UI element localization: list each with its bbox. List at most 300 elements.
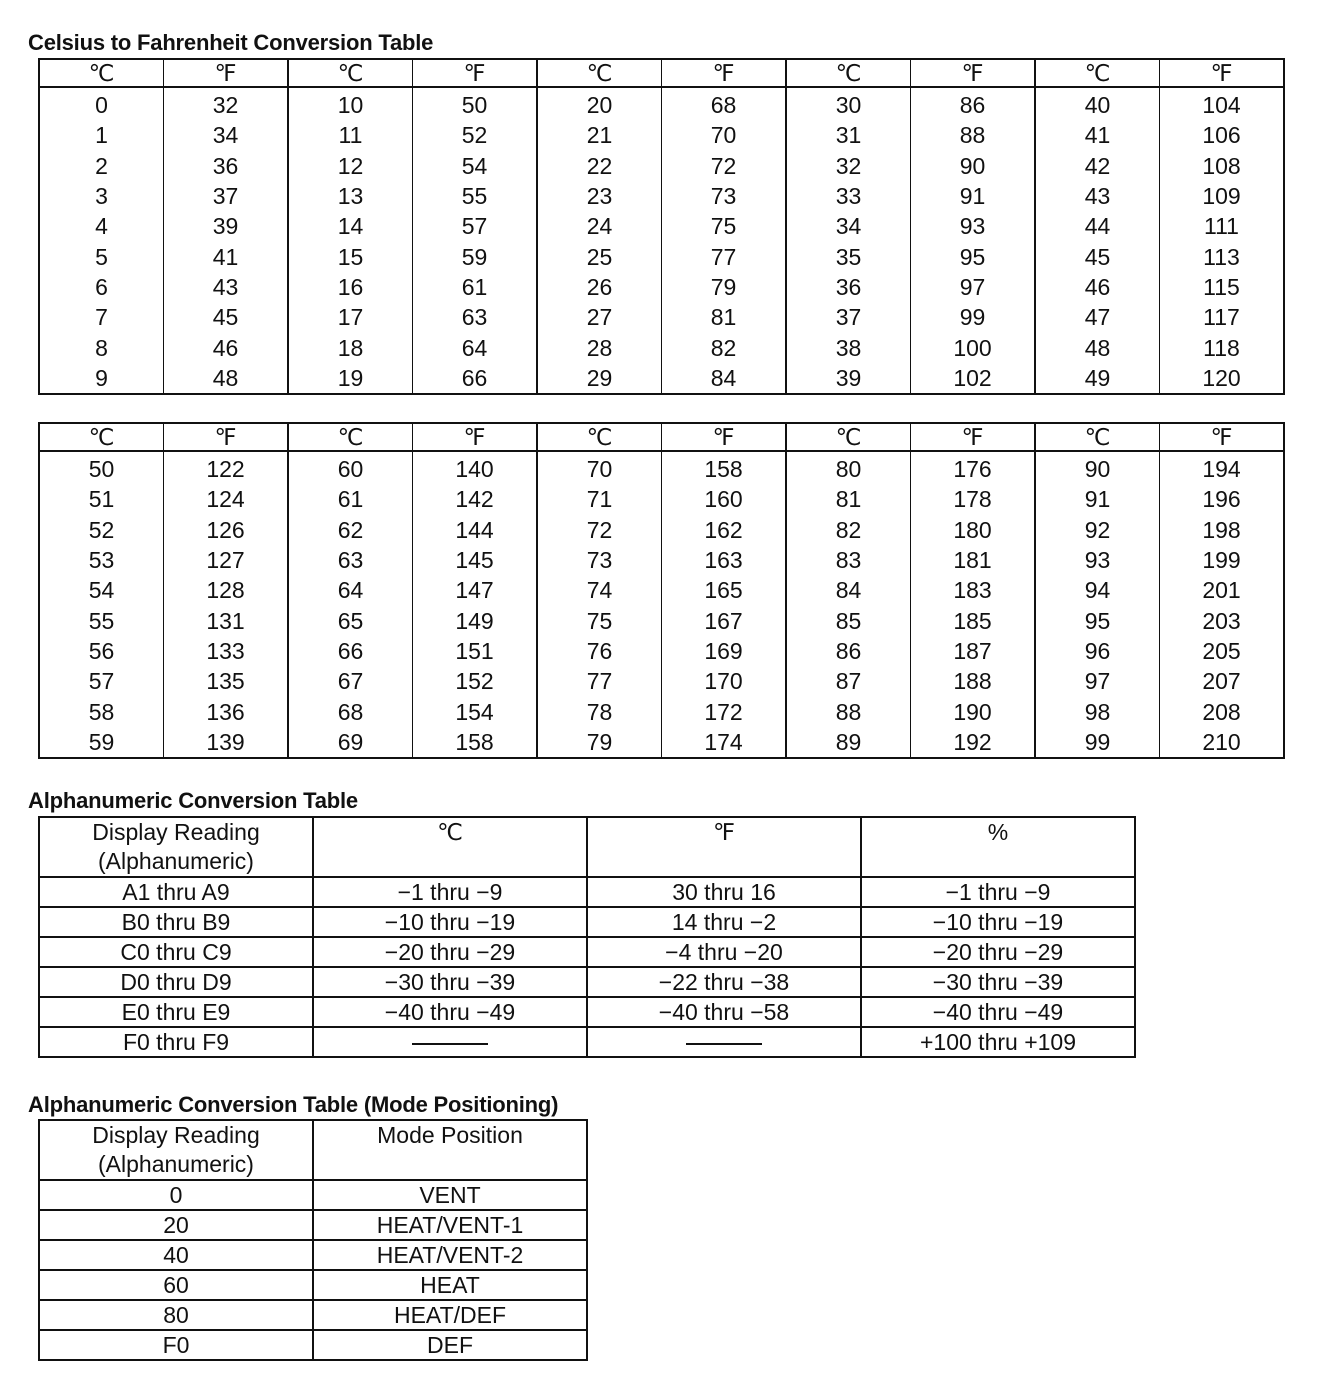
celsius-cell: 23 (537, 181, 662, 211)
fahrenheit-cell: 84 (662, 363, 787, 394)
celsius-cell: 78 (537, 696, 662, 726)
percent-cell: −10 thru −19 (861, 907, 1135, 937)
fahrenheit-cell: 117 (1160, 302, 1285, 332)
table-row (39, 151, 1284, 181)
fahrenheit-cell: 210 (1160, 727, 1285, 758)
celsius-cell: 22 (537, 151, 662, 181)
celsius-cell: 80 (786, 451, 911, 484)
celsius-cell: 52 (39, 515, 164, 545)
celsius-cell: 97 (1035, 666, 1160, 696)
fahrenheit-cell: 111 (1160, 211, 1285, 241)
celsius-cell: 19 (288, 363, 413, 394)
fahrenheit-cell: 77 (662, 241, 787, 271)
fahrenheit-cell: 126 (164, 515, 289, 545)
fahrenheit-cell: 187 (911, 636, 1036, 666)
fahrenheit-cell: 63 (413, 302, 538, 332)
fahrenheit-cell: 158 (662, 451, 787, 484)
fahrenheit-cell: 34 (164, 120, 289, 150)
celsius-header: ℃ (786, 59, 911, 87)
table-header-row (39, 59, 1284, 87)
percent-cell: +100 thru +109 (861, 1027, 1135, 1057)
celsius-cell: −10 thru −19 (313, 907, 587, 937)
fahrenheit-cell: 122 (164, 451, 289, 484)
fahrenheit-cell: −22 thru −38 (587, 967, 861, 997)
celsius-cell: 38 (786, 332, 911, 362)
table-row (39, 451, 1284, 484)
celsius-cell: 32 (786, 151, 911, 181)
celsius-cell: 79 (537, 727, 662, 758)
fahrenheit-cell (587, 1027, 861, 1057)
celsius-cell: 54 (39, 575, 164, 605)
display-reading-header (39, 1120, 313, 1180)
celsius-cell: 31 (786, 120, 911, 150)
table-row (39, 120, 1284, 150)
celsius-cell: 27 (537, 302, 662, 332)
table-row (39, 1210, 587, 1240)
fahrenheit-cell: 14 thru −2 (587, 907, 861, 937)
table-row (39, 545, 1284, 575)
celsius-cell: 26 (537, 272, 662, 302)
table-row (39, 877, 1135, 907)
fahrenheit-cell: 72 (662, 151, 787, 181)
fahrenheit-cell: 135 (164, 666, 289, 696)
celsius-cell: 60 (288, 451, 413, 484)
fahrenheit-cell: 59 (413, 241, 538, 271)
fahrenheit-cell: 163 (662, 545, 787, 575)
percent-cell: −20 thru −29 (861, 937, 1135, 967)
fahrenheit-cell: 167 (662, 605, 787, 635)
table-row (39, 1180, 587, 1210)
header-line: Display Reading (92, 1122, 260, 1148)
celsius-cell: 68 (288, 696, 413, 726)
fahrenheit-header: ℉ (911, 423, 1036, 451)
celsius-cell: 57 (39, 666, 164, 696)
celsius-cell: 98 (1035, 696, 1160, 726)
fahrenheit-cell: 104 (1160, 87, 1285, 120)
celsius-cell: 67 (288, 666, 413, 696)
fahrenheit-cell: 147 (413, 575, 538, 605)
fahrenheit-cell: 45 (164, 302, 289, 332)
header-line: Display Reading (92, 819, 260, 845)
fahrenheit-cell: 90 (911, 151, 1036, 181)
table-row (39, 1270, 587, 1300)
celsius-cell: 28 (537, 332, 662, 362)
fahrenheit-cell: 144 (413, 515, 538, 545)
fahrenheit-cell: 118 (1160, 332, 1285, 362)
table-header-row (39, 423, 1284, 451)
display-reading-cell: A1 thru A9 (39, 877, 313, 907)
celsius-cell: 64 (288, 575, 413, 605)
celsius-cell: 91 (1035, 484, 1160, 514)
fahrenheit-cell: 181 (911, 545, 1036, 575)
fahrenheit-cell: 41 (164, 241, 289, 271)
celsius-header: ℃ (288, 423, 413, 451)
celsius-cell: 53 (39, 545, 164, 575)
mode-position-cell: VENT (313, 1180, 587, 1210)
celsius-cell: 81 (786, 484, 911, 514)
fahrenheit-cell: 128 (164, 575, 289, 605)
fahrenheit-cell: 106 (1160, 120, 1285, 150)
fahrenheit-cell: 172 (662, 696, 787, 726)
fahrenheit-header: ℉ (587, 817, 861, 877)
display-reading-cell: D0 thru D9 (39, 967, 313, 997)
fahrenheit-cell: 140 (413, 451, 538, 484)
display-reading-cell: 80 (39, 1300, 313, 1330)
table-row (39, 302, 1284, 332)
celsius-cell: 61 (288, 484, 413, 514)
celsius-cell: 39 (786, 363, 911, 394)
celsius-cell: 63 (288, 545, 413, 575)
celsius-cell: 35 (786, 241, 911, 271)
fahrenheit-header: ℉ (662, 59, 787, 87)
celsius-cell: 90 (1035, 451, 1160, 484)
fahrenheit-cell: 178 (911, 484, 1036, 514)
celsius-cell: 66 (288, 636, 413, 666)
fahrenheit-cell: 127 (164, 545, 289, 575)
celsius-cell: 12 (288, 151, 413, 181)
table-row (39, 211, 1284, 241)
fahrenheit-header: ℉ (662, 423, 787, 451)
fahrenheit-cell: 48 (164, 363, 289, 394)
fahrenheit-cell: 176 (911, 451, 1036, 484)
fahrenheit-header: ℉ (413, 59, 538, 87)
fahrenheit-cell: 108 (1160, 151, 1285, 181)
celsius-cell: 9 (39, 363, 164, 394)
mode-position-cell: DEF (313, 1330, 587, 1360)
table-row (39, 181, 1284, 211)
celsius-cell: 20 (537, 87, 662, 120)
fahrenheit-cell: 188 (911, 666, 1036, 696)
celsius-header: ℃ (1035, 59, 1160, 87)
table-row (39, 937, 1135, 967)
fahrenheit-cell: 185 (911, 605, 1036, 635)
display-reading-cell: F0 thru F9 (39, 1027, 313, 1057)
celsius-cell: 0 (39, 87, 164, 120)
table-row (39, 272, 1284, 302)
mode-positioning-table (38, 1119, 588, 1361)
fahrenheit-cell: 194 (1160, 451, 1285, 484)
fahrenheit-cell: 61 (413, 272, 538, 302)
celsius-cell: 13 (288, 181, 413, 211)
fahrenheit-cell: 86 (911, 87, 1036, 120)
celsius-cell: 36 (786, 272, 911, 302)
fahrenheit-cell: −4 thru −20 (587, 937, 861, 967)
fahrenheit-cell: 115 (1160, 272, 1285, 302)
celsius-cell: 48 (1035, 332, 1160, 362)
fahrenheit-cell: 201 (1160, 575, 1285, 605)
celsius-cell: 47 (1035, 302, 1160, 332)
celsius-cell: 56 (39, 636, 164, 666)
table-row (39, 727, 1284, 758)
celsius-cell: 11 (288, 120, 413, 150)
fahrenheit-cell: 66 (413, 363, 538, 394)
fahrenheit-cell: 73 (662, 181, 787, 211)
celsius-cell: 17 (288, 302, 413, 332)
fahrenheit-cell: 192 (911, 727, 1036, 758)
celsius-cell: 18 (288, 332, 413, 362)
celsius-cell: 82 (786, 515, 911, 545)
fahrenheit-cell: 75 (662, 211, 787, 241)
fahrenheit-cell: 174 (662, 727, 787, 758)
fahrenheit-cell: 54 (413, 151, 538, 181)
table-row (39, 575, 1284, 605)
fahrenheit-cell: 160 (662, 484, 787, 514)
celsius-fahrenheit-table-2 (38, 422, 1285, 759)
celsius-cell: 70 (537, 451, 662, 484)
fahrenheit-cell: 169 (662, 636, 787, 666)
fahrenheit-cell: 37 (164, 181, 289, 211)
fahrenheit-cell: 100 (911, 332, 1036, 362)
display-reading-cell: 60 (39, 1270, 313, 1300)
celsius-cell: 3 (39, 181, 164, 211)
celsius-cell: 40 (1035, 87, 1160, 120)
fahrenheit-cell: 133 (164, 636, 289, 666)
fahrenheit-cell: 154 (413, 696, 538, 726)
fahrenheit-cell: 99 (911, 302, 1036, 332)
fahrenheit-cell: 82 (662, 332, 787, 362)
fahrenheit-cell: 57 (413, 211, 538, 241)
display-reading-cell: 20 (39, 1210, 313, 1240)
celsius-cell: 99 (1035, 727, 1160, 758)
celsius-cell: 24 (537, 211, 662, 241)
celsius-cell: 16 (288, 272, 413, 302)
fahrenheit-cell: 142 (413, 484, 538, 514)
fahrenheit-cell: 149 (413, 605, 538, 635)
celsius-cell: 72 (537, 515, 662, 545)
celsius-cell: 5 (39, 241, 164, 271)
fahrenheit-cell: 97 (911, 272, 1036, 302)
table-row (39, 363, 1284, 394)
celsius-cell: 45 (1035, 241, 1160, 271)
header-line: (Alphanumeric) (98, 848, 254, 874)
celsius-cell: 37 (786, 302, 911, 332)
celsius-cell: 55 (39, 605, 164, 635)
display-reading-cell: E0 thru E9 (39, 997, 313, 1027)
header-line: (Alphanumeric) (98, 1151, 254, 1177)
celsius-cell: 49 (1035, 363, 1160, 394)
celsius-header: ℃ (1035, 423, 1160, 451)
celsius-cell: 15 (288, 241, 413, 271)
fahrenheit-cell: 124 (164, 484, 289, 514)
mode-positioning-title: Alphanumeric Conversion Table (Mode Positioning) (28, 1092, 559, 1117)
fahrenheit-cell: 165 (662, 575, 787, 605)
celsius-cell: 77 (537, 666, 662, 696)
fahrenheit-cell: 50 (413, 87, 538, 120)
celsius-header: ℃ (786, 423, 911, 451)
mode-position-cell: HEAT/VENT-1 (313, 1210, 587, 1240)
celsius-cell: 88 (786, 696, 911, 726)
fahrenheit-cell: 162 (662, 515, 787, 545)
celsius-fahrenheit-table-1 (38, 58, 1285, 395)
percent-cell: −40 thru −49 (861, 997, 1135, 1027)
celsius-cell: 46 (1035, 272, 1160, 302)
celsius-cell: 30 (786, 87, 911, 120)
celsius-cell: 58 (39, 696, 164, 726)
fahrenheit-cell: 39 (164, 211, 289, 241)
celsius-cell: 69 (288, 727, 413, 758)
table-row (39, 636, 1284, 666)
display-reading-cell: C0 thru C9 (39, 937, 313, 967)
fahrenheit-cell: 198 (1160, 515, 1285, 545)
fahrenheit-cell: 139 (164, 727, 289, 758)
table-row (39, 997, 1135, 1027)
table-row (39, 515, 1284, 545)
fahrenheit-cell: 64 (413, 332, 538, 362)
celsius-cell: 10 (288, 87, 413, 120)
celsius-cell: 21 (537, 120, 662, 150)
table-row (39, 696, 1284, 726)
celsius-cell: 94 (1035, 575, 1160, 605)
celsius-cell: 71 (537, 484, 662, 514)
fahrenheit-header: ℉ (413, 423, 538, 451)
mode-position-cell: HEAT/VENT-2 (313, 1240, 587, 1270)
fahrenheit-cell: 120 (1160, 363, 1285, 394)
celsius-header: ℃ (288, 59, 413, 87)
fahrenheit-cell: 32 (164, 87, 289, 120)
table-row (39, 907, 1135, 937)
display-reading-cell: 40 (39, 1240, 313, 1270)
celsius-cell: 84 (786, 575, 911, 605)
fahrenheit-cell: 52 (413, 120, 538, 150)
fahrenheit-cell: 68 (662, 87, 787, 120)
fahrenheit-cell: 203 (1160, 605, 1285, 635)
fahrenheit-cell: 88 (911, 120, 1036, 150)
celsius-cell: 74 (537, 575, 662, 605)
mode-position-cell: HEAT (313, 1270, 587, 1300)
fahrenheit-cell: 109 (1160, 181, 1285, 211)
celsius-cell: 92 (1035, 515, 1160, 545)
celsius-cell: 41 (1035, 120, 1160, 150)
fahrenheit-cell: 46 (164, 332, 289, 362)
fahrenheit-cell: −40 thru −58 (587, 997, 861, 1027)
fahrenheit-cell: 81 (662, 302, 787, 332)
fahrenheit-cell: 131 (164, 605, 289, 635)
fahrenheit-cell: 180 (911, 515, 1036, 545)
alphanumeric-conversion-table (38, 816, 1136, 1058)
celsius-cell: −40 thru −49 (313, 997, 587, 1027)
mode-position-cell: HEAT/DEF (313, 1300, 587, 1330)
fahrenheit-cell: 95 (911, 241, 1036, 271)
celsius-cell: 93 (1035, 545, 1160, 575)
fahrenheit-cell: 102 (911, 363, 1036, 394)
fahrenheit-header: ℉ (911, 59, 1036, 87)
celsius-cell: 87 (786, 666, 911, 696)
celsius-cell: 44 (1035, 211, 1160, 241)
fahrenheit-cell: 30 thru 16 (587, 877, 861, 907)
celsius-cell: −1 thru −9 (313, 877, 587, 907)
fahrenheit-cell: 190 (911, 696, 1036, 726)
celsius-cell: 7 (39, 302, 164, 332)
celsius-fahrenheit-title: Celsius to Fahrenheit Conversion Table (28, 30, 434, 55)
percent-cell: −1 thru −9 (861, 877, 1135, 907)
percent-header: % (861, 817, 1135, 877)
fahrenheit-header: ℉ (164, 59, 289, 87)
fahrenheit-cell: 91 (911, 181, 1036, 211)
table-row (39, 484, 1284, 514)
celsius-cell: 51 (39, 484, 164, 514)
fahrenheit-header: ℉ (1160, 59, 1285, 87)
celsius-cell: 1 (39, 120, 164, 150)
celsius-cell: 8 (39, 332, 164, 362)
celsius-cell: 43 (1035, 181, 1160, 211)
celsius-cell: 85 (786, 605, 911, 635)
celsius-header: ℃ (313, 817, 587, 877)
celsius-cell: 33 (786, 181, 911, 211)
table-row (39, 605, 1284, 635)
celsius-cell: 14 (288, 211, 413, 241)
celsius-cell: 34 (786, 211, 911, 241)
fahrenheit-cell: 205 (1160, 636, 1285, 666)
fahrenheit-header: ℉ (1160, 423, 1285, 451)
fahrenheit-cell: 152 (413, 666, 538, 696)
table-row (39, 332, 1284, 362)
fahrenheit-cell: 170 (662, 666, 787, 696)
celsius-cell: −30 thru −39 (313, 967, 587, 997)
celsius-cell: −20 thru −29 (313, 937, 587, 967)
celsius-cell: 59 (39, 727, 164, 758)
mode-position-header: Mode Position (313, 1120, 587, 1180)
celsius-cell: 6 (39, 272, 164, 302)
display-reading-header (39, 817, 313, 877)
celsius-header: ℃ (39, 59, 164, 87)
celsius-cell: 76 (537, 636, 662, 666)
celsius-cell: 89 (786, 727, 911, 758)
fahrenheit-cell: 36 (164, 151, 289, 181)
celsius-cell: 50 (39, 451, 164, 484)
fahrenheit-cell: 70 (662, 120, 787, 150)
display-reading-cell: 0 (39, 1180, 313, 1210)
celsius-cell: 86 (786, 636, 911, 666)
table-row (39, 1300, 587, 1330)
celsius-cell: 83 (786, 545, 911, 575)
table-row (39, 1027, 1135, 1057)
celsius-header: ℃ (39, 423, 164, 451)
fahrenheit-cell: 55 (413, 181, 538, 211)
fahrenheit-cell: 158 (413, 727, 538, 758)
celsius-header: ℃ (537, 423, 662, 451)
percent-cell: −30 thru −39 (861, 967, 1135, 997)
alphanumeric-title: Alphanumeric Conversion Table (28, 788, 358, 813)
not-applicable-dash (686, 1043, 762, 1045)
fahrenheit-cell: 196 (1160, 484, 1285, 514)
celsius-cell: 65 (288, 605, 413, 635)
celsius-cell: 96 (1035, 636, 1160, 666)
table-row (39, 241, 1284, 271)
table-header-row (39, 1120, 587, 1180)
fahrenheit-cell: 151 (413, 636, 538, 666)
fahrenheit-cell: 136 (164, 696, 289, 726)
fahrenheit-cell: 145 (413, 545, 538, 575)
celsius-cell: 4 (39, 211, 164, 241)
table-row (39, 967, 1135, 997)
celsius-cell (313, 1027, 587, 1057)
celsius-cell: 29 (537, 363, 662, 394)
table-row (39, 1330, 587, 1360)
fahrenheit-header: ℉ (164, 423, 289, 451)
table-header-row (39, 817, 1135, 877)
celsius-cell: 2 (39, 151, 164, 181)
celsius-cell: 75 (537, 605, 662, 635)
table-row (39, 666, 1284, 696)
display-reading-cell: F0 (39, 1330, 313, 1360)
fahrenheit-cell: 208 (1160, 696, 1285, 726)
fahrenheit-cell: 79 (662, 272, 787, 302)
fahrenheit-cell: 43 (164, 272, 289, 302)
fahrenheit-cell: 199 (1160, 545, 1285, 575)
fahrenheit-cell: 113 (1160, 241, 1285, 271)
celsius-header: ℃ (537, 59, 662, 87)
celsius-cell: 62 (288, 515, 413, 545)
